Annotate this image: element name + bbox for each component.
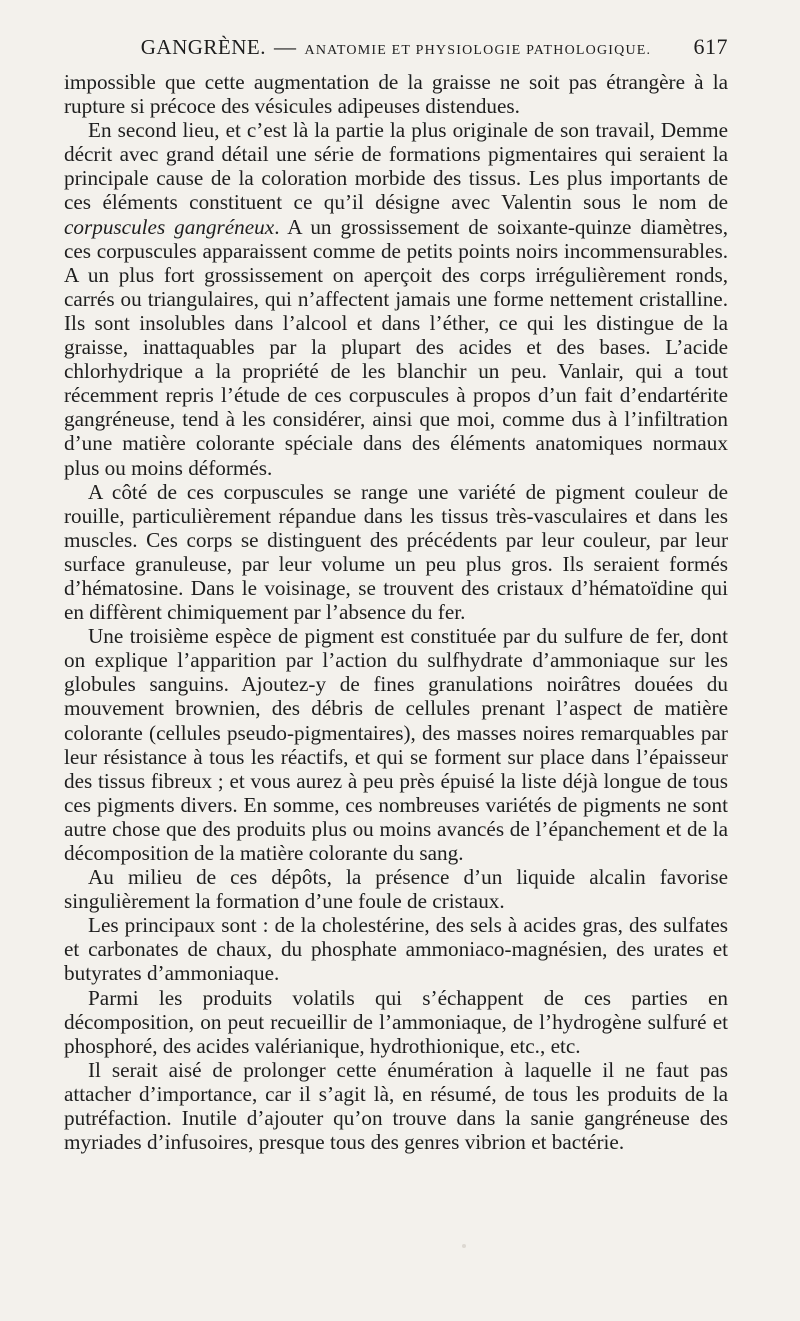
text-run: Parmi les produits volatils qui s’échappent de ces parties en décomposition, on peut recueillir de l’ammoniaque, de l’hydrogène sulfuré et phosphoré, des acides valérianique, hydrothionique, etc., etc. — [64, 985, 728, 1058]
running-subtitle: ANATOMIE ET PHYSIOLOGIE PATHOLOGIQUE. — [304, 43, 652, 58]
paragraph — [64, 986, 728, 1058]
body-text — [64, 70, 728, 1154]
paragraph — [64, 70, 728, 118]
paragraph — [64, 865, 728, 913]
paragraph — [64, 624, 728, 865]
text-run: Il serait aisé de prolonger cette énumération à laquelle il ne faut pas attacher d’importance, car il s’agit là, en résumé, de tous les produits de la putréfaction. Inutile d’ajouter qu’on trouve dans la sanie gangréneuse des myriades d’infusoires, presque tous des genres vibrion et bactérie. — [64, 1057, 728, 1155]
text-run: Les principaux sont : de la cholestérine, des sels à acides gras, des sulfates et carbonates de chaux, du phosphate ammoniaco-magnésien, des urates et butyrates d’ammoniaque. — [64, 913, 728, 986]
page-number: 617 — [693, 34, 728, 59]
text-run: . A un grossissement de soixante-quinze diamètres, ces corpuscules apparaissent comme de petits points noirs incommensurables. A un plus fort grossissement on aperçoit des corps irrégulièrement ronds, carrés ou triangulaires, qui n’affectent jamais une forme nettement cristalline. Ils sont insolubles dans l’alcool et dans l’éther, ce qui les distingue de la graisse, inattaquables par la plupart des acides et des bases. L’acide chlorhydrique a la propriété de les blanchir un peu. Vanlair, qui a tout récemment repris l’étude de ces corpuscules à propos d’un fait d’endartérite gangréneuse, tend à les considérer, ainsi que moi, comme dus à l’infiltration d’une matière colorante spéciale dans des éléments anatomiques normaux plus ou moins déformés. — [64, 214, 728, 480]
paragraph — [64, 480, 728, 625]
italic-term: corpuscules gangréneux — [64, 214, 275, 239]
running-separator: — — [274, 34, 297, 59]
running-head — [64, 34, 728, 70]
paragraph — [64, 118, 728, 479]
text-run: impossible que cette augmentation de la graisse ne soit pas étrangère à la rupture si précoce des vésicules adipeuses distendues. — [64, 70, 728, 119]
paper-blemish — [462, 1244, 466, 1248]
text-run: Une troisième espèce de pigment est constituée par du sulfure de fer, dont on explique l’apparition par l’action du sulfhydrate d’ammoniaque sur les globules sanguins. Ajoutez-y de fines granulations noirâtres douées du mouvement brownien, des débris de cellules prenant l’aspect de matière colorante (cellules pseudo-pigmentaires), des masses noires remarquables par leur résistance à tous les réactifs, et qui se forment sur place dans l’épaisseur des tissus fibreux ; et vous aurez à peu près épuisé la liste déjà longue de tous ces pigments divers. En somme, ces nombreuses variétés de pigments ne sont autre chose que des produits plus ou moins avancés de l’épanchement et de la décomposition de la matière colorante du sang. — [64, 624, 728, 865]
text-run: En second lieu, et c’est là la partie la plus originale de son travail, Demme décrit avec grand détail une série de formations pigmentaires qui seraient la principale cause de la coloration morbide des tissus. Les plus importants de ces éléments constituent ce qu’il désigne avec Valentin sous le nom de — [64, 118, 728, 215]
text-run: A côté de ces corpuscules se range une variété de pigment couleur de rouille, particulièrement répandue dans les tissus très-vasculaires et dans les muscles. Ces corps se distinguent des précédents par leur couleur, par leur surface granuleuse, par leur volume un peu plus gros. Ils seraient formés d’hématosine. Dans le voisinage, se trouvent des cristaux d’hématoïdine qui en diffèrent chimiquement par l’absence du fer. — [64, 479, 728, 625]
paragraph — [64, 1058, 728, 1154]
running-title: GANGRÈNE. — [140, 35, 267, 59]
paragraph — [64, 913, 728, 985]
text-run: Au milieu de ces dépôts, la présence d’un liquide alcalin favorise singulièrement la formation d’une foule de cristaux. — [64, 865, 728, 914]
